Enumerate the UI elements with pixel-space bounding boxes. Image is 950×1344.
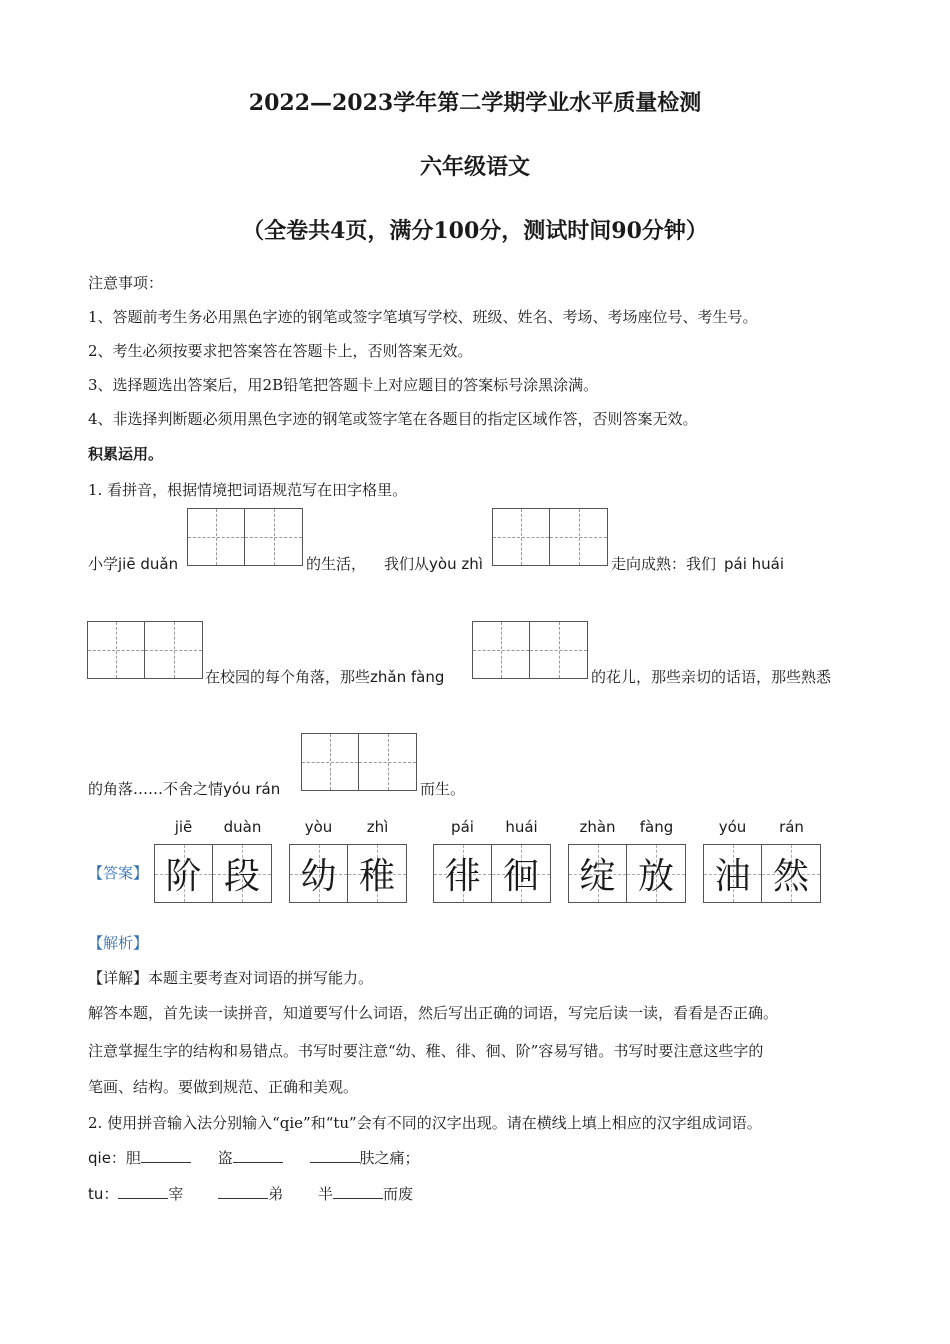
q2-prompt: 2. 使用拼音输入法分别输入“qie”和“tu”会有不同的汉字出现。请在横线上填上相应的汉字组成词语。: [88, 1114, 762, 1132]
q1-line1-text: 走向成熟：我们 pái huái: [611, 555, 785, 573]
pinyin: zhǎn fàng: [370, 668, 445, 686]
writing-grid-3[interactable]: [87, 621, 203, 680]
answer-char: 油: [703, 844, 762, 903]
answer-char: 稚: [348, 844, 407, 903]
answer-word: [289, 818, 407, 903]
answer-pinyin: rán: [779, 818, 804, 836]
fill-blank[interactable]: [333, 1184, 383, 1199]
analysis-line: 注意掌握生字的结构和易错点。书写时要注意“幼、稚、徘、徊、阶”容易写错。书写时要注意这些字的: [88, 1042, 764, 1060]
answer-pinyin: yòu: [304, 818, 333, 836]
analysis-line: 解答本题，首先读一读拼音，知道要写什么词语，然后写出正确的词语，写完后读一读，看看是否正确。: [88, 1004, 779, 1022]
fill-blank[interactable]: [218, 1184, 268, 1199]
answer-pinyin: duàn: [223, 818, 262, 836]
q1-line1-text: 的生活， 我们从yòu zhì: [306, 555, 483, 573]
fill-blank[interactable]: [118, 1184, 168, 1199]
notice-item: 4、非选择判断题必须用黑色字迹的钢笔或签字笔在各题目的指定区域作答，否则答案无效。: [88, 410, 698, 428]
answer-word: [433, 818, 551, 903]
q1-prompt: 1. 看拼音，根据情境把词语规范写在田字格里。: [88, 481, 408, 499]
q2-tu-line: tu： 宰 弟 半 而废: [88, 1185, 414, 1203]
q1-line2-text: 的花儿，那些亲切的话语，那些熟悉: [591, 668, 832, 686]
q1-line3-text: 而生。: [420, 780, 466, 798]
q1-line2-text: 在校园的每个角落，那些zhǎn fàng: [205, 668, 445, 686]
answer-char: 绽: [568, 844, 627, 903]
answer-char: 然: [762, 844, 821, 903]
pinyin: yóu rán: [223, 780, 281, 798]
q1-line3-text: 的角落……不舍之情yóu rán: [88, 780, 281, 798]
answer-char: 幼: [289, 844, 348, 903]
exam-title: 2022—2023学年第二学期学业水平质量检测: [248, 90, 702, 116]
answer-label: 【答案】: [88, 864, 149, 882]
notice-item: 2、考生必须按要求把答案答在答题卡上，否则答案无效。: [88, 342, 473, 360]
pinyin: yòu zhì: [429, 555, 483, 573]
exam-info: （全卷共4页，满分100分，测试时间90分钟）: [242, 218, 708, 244]
detail-line: 【详解】本题主要考查对词语的拼写能力。: [88, 969, 374, 987]
answer-char: 放: [627, 844, 686, 903]
notice-item: 1、答题前考生务必用黑色字迹的钢笔或签字笔填写学校、班级、姓名、考场、考场座位号、考生号。: [88, 308, 758, 326]
answer-char: 徊: [492, 844, 551, 903]
answer-word: [154, 818, 272, 903]
answer-char: 阶: [154, 844, 213, 903]
writing-grid-4[interactable]: [472, 621, 588, 680]
writing-grid-5[interactable]: [301, 733, 417, 792]
notice-heading: 注意事项：: [88, 274, 164, 292]
fill-blank[interactable]: [310, 1148, 360, 1163]
answer-pinyin: fàng: [639, 818, 674, 836]
writing-grid-1[interactable]: [187, 508, 303, 567]
q1-line1-text: 小学jiē duǎn: [88, 555, 179, 573]
answer-pinyin: zhàn: [579, 818, 616, 836]
answer-pinyin: yóu: [718, 818, 747, 836]
writing-grid-2[interactable]: [492, 508, 608, 567]
answer-pinyin: jiē: [174, 818, 193, 836]
answer-word: [568, 818, 686, 903]
grade-subject: 六年级语文: [419, 154, 530, 180]
pinyin: jiē duǎn: [118, 555, 179, 573]
answer-char: 段: [213, 844, 272, 903]
section-title: 积累运用。: [88, 445, 164, 463]
answer-pinyin: pái: [451, 818, 474, 836]
pinyin: pái huái: [724, 555, 785, 573]
analysis-line: 笔画、结构。要做到规范、正确和美观。: [88, 1078, 359, 1096]
answer-pinyin: zhì: [366, 818, 389, 836]
answer-word: [703, 818, 821, 903]
q2-qie-line: qie：胆 盗 肤之痛；: [88, 1149, 420, 1167]
analysis-label: 【解析】: [88, 934, 149, 952]
notice-item: 3、选择题选出答案后，用2B铅笔把答题卡上对应题目的答案标号涂黑涂满。: [88, 376, 599, 394]
fill-blank[interactable]: [233, 1148, 283, 1163]
answer-pinyin: huái: [505, 818, 538, 836]
answer-char: 徘: [433, 844, 492, 903]
fill-blank[interactable]: [141, 1148, 191, 1163]
